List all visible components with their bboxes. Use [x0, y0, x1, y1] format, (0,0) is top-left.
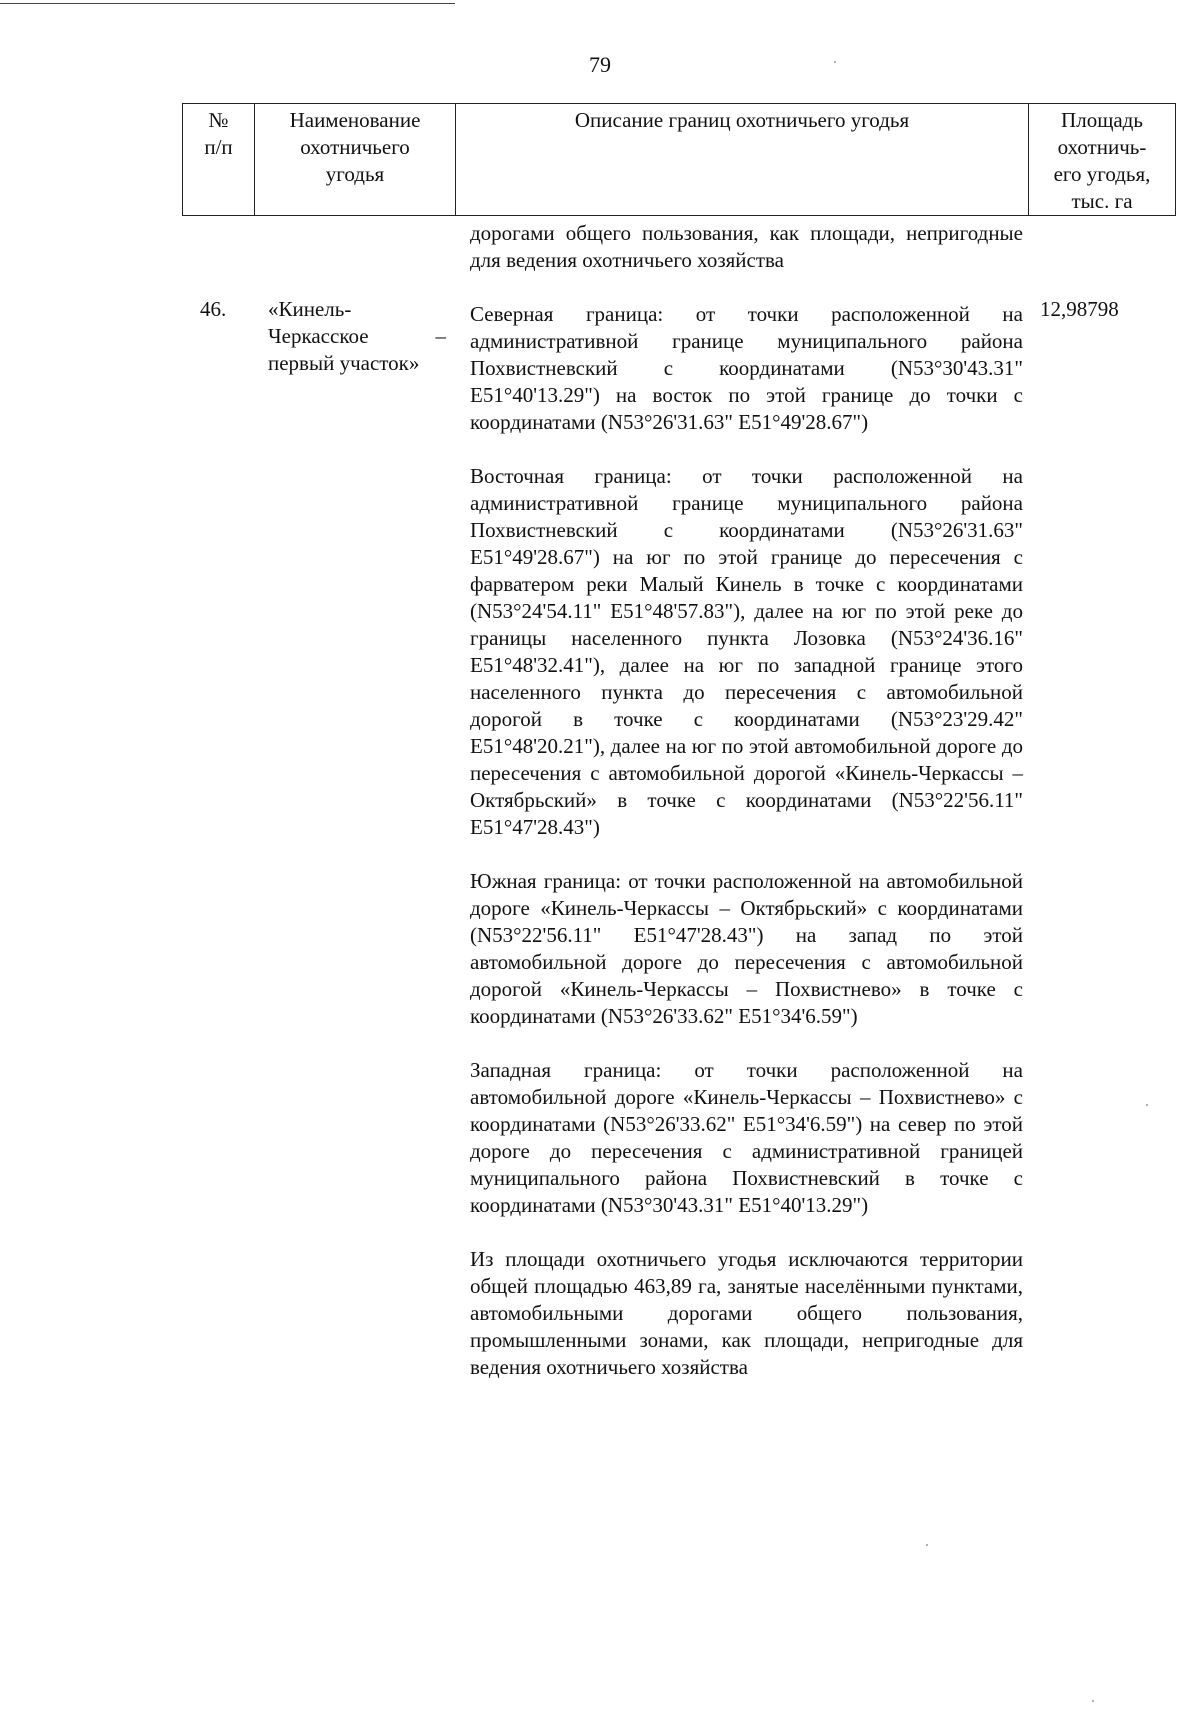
table-header-row — [183, 104, 1176, 216]
north-boundary-paragraph: Северная граница: от точки расположенной на административной границе муниципального района Похвистневский с координатами (N53°30'43.31" E51°40'13.29") на восток по этой границе до точки с координатами (N53°26'31.63" E51°49'28.67") — [470, 302, 1023, 434]
header-description: Описание границ охотничьего угодья — [456, 104, 1029, 216]
header-area: Площадь охотничь- его угодья, тыс. га — [1029, 104, 1176, 216]
top-rule — [0, 3, 455, 4]
row-area: 12,98798 — [1040, 297, 1119, 321]
row-name: «Кинель-Черкасское – первый участок» — [268, 297, 446, 375]
table-header — [182, 103, 1176, 216]
south-boundary-paragraph: Южная граница: от точки расположенной на автомобильной дороге «Кинель-Черкассы – Октябрьский» с координатами (N53°22'56.11" E51°47'28.43") на запад по этой автомобильной дороге до пересечения с автомобильной дорогой «Кинель-Черкассы – Похвистнево» в точке с координатами (N53°26'33.62" E51°34'6.59") — [470, 869, 1023, 1028]
scan-speck — [1146, 1104, 1148, 1106]
west-boundary-paragraph: Западная граница: от точки расположенной на автомобильной дороге «Кинель-Черкассы – Похвистнево» с координатами (N53°26'33.62" E51°34'6.59") на север по этой дороге до пересечения с административной границей муниципального района Похвистневский в точке с координатами (N53°30'43.31" E51°40'13.29") — [470, 1058, 1023, 1217]
scan-speck — [834, 61, 836, 63]
description-column — [470, 220, 1023, 1408]
page-number: 79 — [589, 52, 611, 77]
header-number: № п/п — [183, 104, 255, 216]
continuation-paragraph: дорогами общего пользования, как площади, непригодные для ведения охотничьего хозяйства — [470, 221, 1023, 272]
scan-speck — [926, 1544, 928, 1546]
header-name: Наименование охотничьего угодья — [255, 104, 456, 216]
row-number: 46. — [200, 297, 227, 321]
east-boundary-paragraph: Восточная граница: от точки расположенной на административной границе муниципального района Похвистневский с координатами (N53°26'31.63" E51°49'28.67") на юг по этой границе до пересечения с фарватером реки Малый Кинель в точке с координатами (N53°24'54.11" E51°48'57.83"), далее на юг по этой реке до границы населенного пункта Лозовка (N53°24'36.16" E51°48'32.41"), далее на юг по западной границе этого населенного пункта до пересечения с автомобильной дорогой в точке с координатами (N53°23'29.42" E51°48'20.21"), далее на юг по этой автомобильной дороге до пересечения с автомобильной дорогой «Кинель-Черкассы – Октябрьский» в точке с координатами (N53°22'56.11" E51°47'28.43") — [470, 464, 1023, 839]
exclusion-paragraph: Из площади охотничьего угодья исключаются территории общей площадью 463,89 га, занятые населёнными пунктами, автомобильными дорогами общего пользования, промышленными зонами, как площади, непригодные для ведения охотничьего хозяйства — [470, 1247, 1023, 1379]
scan-speck — [1092, 1700, 1094, 1702]
